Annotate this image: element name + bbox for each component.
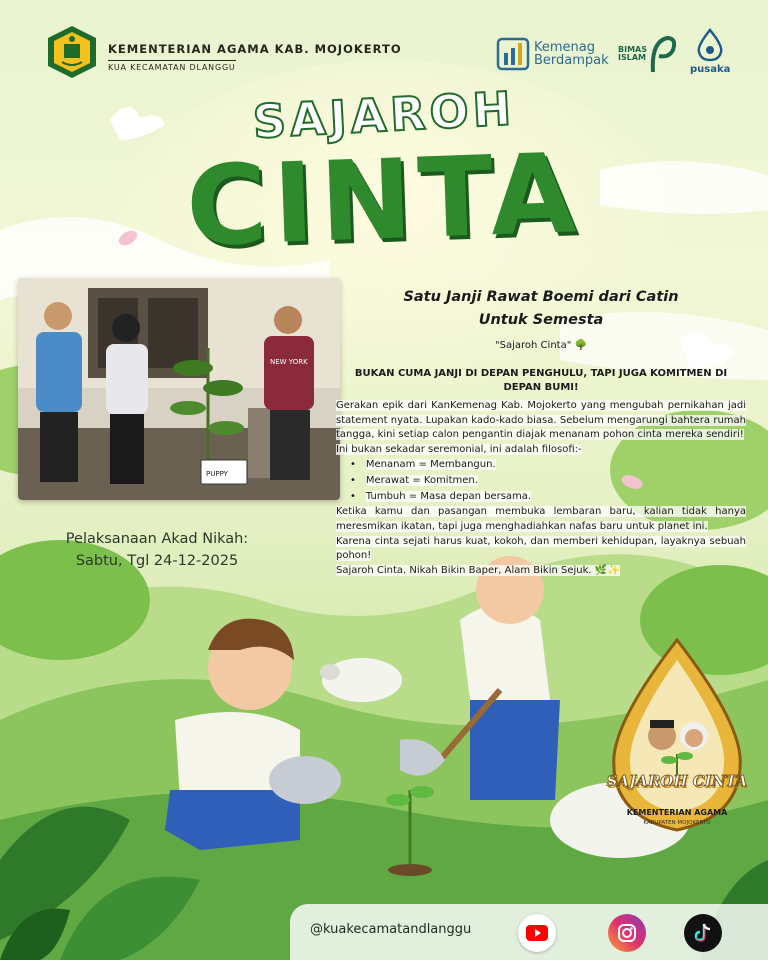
- sajaroh-cinta-badge: [606, 636, 748, 836]
- social-handle[interactable]: @kuakecamatandlanggu: [310, 922, 472, 937]
- bimas-swoosh-icon: [647, 32, 677, 76]
- heading-line-1: Satu Janji Rawat Boemi dari Catin: [403, 289, 679, 305]
- list-item: • Menanam = Membangun.: [350, 457, 746, 473]
- islam-label: ISLAM: [618, 53, 646, 62]
- event-label: Pelaksanaan Akad Nikah:: [65, 531, 249, 547]
- org-subtitle: KUA KECAMATAN DLANGGU: [108, 60, 236, 72]
- youtube-icon[interactable]: [518, 914, 556, 952]
- title-top: SAJAROH: [251, 81, 517, 149]
- event-date: Sabtu, Tgl 24-12-2025: [75, 553, 239, 569]
- heading-line-2: Untuk Semesta: [478, 312, 604, 328]
- philosophy-list: [350, 457, 746, 505]
- berdampak-label: Berdampak: [534, 53, 609, 68]
- badge-title: SAJAROH CINTA: [606, 772, 748, 790]
- youtube-glyph: [526, 925, 548, 941]
- shirt-text: NEW YORK: [270, 358, 308, 366]
- paragraph-new-page: Ketika kamu dan pasangan membuka lembaran baru, kalian tidak hanya meresmikan ikatan, tapi juga menghadiahkan nafas baru untuk planet ini.: [336, 506, 746, 532]
- paragraph-true-love: Karena cinta sejati harus kuat, kokoh, dan memberi kehidupan, layaknya sebuah pohon!: [336, 535, 746, 562]
- paragraph-intro: Gerakan epik dari KanKemenag Kab. Mojokerto yang mengubah pernikahan jadi statement nyata. Lupakan kado-kado biasa. Sebelum mengarungi bahtera rumah tangga, kini setiap calon pengantin diajak menanam pohon cinta mereka sendiri!: [336, 400, 746, 441]
- kemenag-berdampak-logo: [496, 28, 609, 80]
- kemenag-berdampak-icon: [496, 37, 530, 71]
- badge-org: KEMENTERIAN AGAMA: [626, 808, 728, 817]
- instagram-glyph: [617, 923, 637, 943]
- content-heading: [336, 286, 746, 332]
- kemenag-emblem-icon: [44, 24, 100, 80]
- tiktok-glyph: [694, 923, 712, 943]
- paragraph-tagline: Sajaroh Cinta. Nikah Bikin Baper, Alam Bikin Sejuk. 🌿✨: [336, 564, 620, 576]
- content-hook: BUKAN CUMA JANJI DI DEPAN PENGHULU, TAPI JUGA KOMITMEN DI DEPAN BUMI!: [354, 368, 728, 393]
- instagram-icon[interactable]: [608, 914, 646, 952]
- content-panel: [336, 286, 746, 578]
- paragraph-philosophy: Ini bukan sekadar seremonial, ini adalah filosofi:-: [336, 443, 582, 455]
- event-info: [48, 528, 266, 572]
- title-main: CINTA: [184, 129, 584, 271]
- tree-planting-photo: [18, 278, 340, 500]
- org-name: KEMENTERIAN AGAMA KAB. MOJOKERTO: [108, 42, 402, 56]
- content-quote: "Sajaroh Cinta" 🌳: [495, 340, 587, 351]
- badge-sub: KABUPATEN MOJOKERTO: [643, 820, 711, 826]
- list-item: • Tumbuh = Masa depan bersama.: [350, 489, 746, 505]
- plant-sign-text: PUPPY: [206, 470, 228, 478]
- pusaka-drop-icon: [695, 28, 725, 62]
- tiktok-icon[interactable]: [684, 914, 722, 952]
- kemenag-label: Kemenag: [534, 40, 595, 55]
- pusaka-label: pusaka: [690, 64, 731, 75]
- list-item: • Merawat = Komitmen.: [350, 473, 746, 489]
- bimas-label: BIMAS: [618, 45, 647, 54]
